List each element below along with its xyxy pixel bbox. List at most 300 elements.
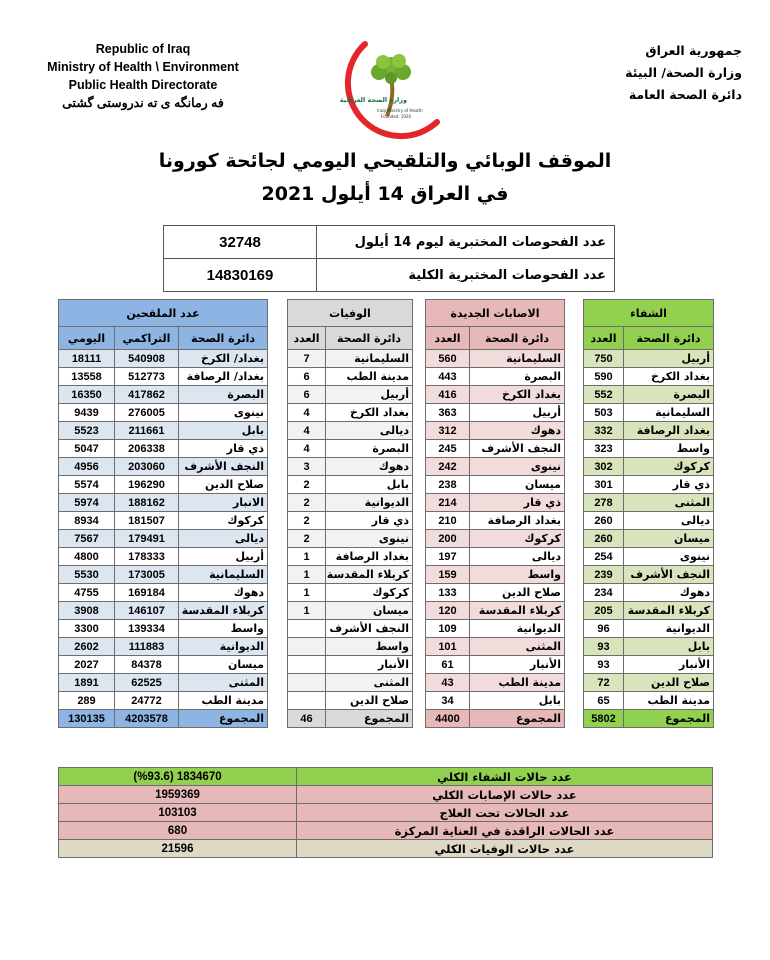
cases-table [425,299,565,728]
vaccinated-daily-cell: 4956 [59,458,115,476]
vaccinated-dept-cell: الانبار [179,494,268,512]
recovered-dept-cell: كركوك [624,458,714,476]
logo-sub1: Iraqi Ministry of Health [377,108,423,113]
cases-col-count: العدد [426,327,470,350]
deaths-col-dept: دائرة الصحة [326,327,413,350]
vaccinated-daily-cell: 13558 [59,368,115,386]
tests-total-value: 14830169 [164,259,317,292]
table-row [426,692,565,710]
deaths-table [287,299,413,728]
table-row [59,476,268,494]
recovered-dept-cell: نينوى [624,548,714,566]
cases-count-cell: 312 [426,422,470,440]
recovered-dept-cell: واسط [624,440,714,458]
cases-dept-cell: واسط [470,566,565,584]
cases-dept-cell: بغداد الرصافة [470,512,565,530]
table-row [426,404,565,422]
table-row [426,368,565,386]
vaccinated-dept-cell: ديالى [179,530,268,548]
vaccinated-dept-cell: كركوك [179,512,268,530]
vaccinated-daily-cell: 2027 [59,656,115,674]
table-row [288,422,413,440]
table-row [59,530,268,548]
vaccinated-col-dept: دائرة الصحة [179,327,268,350]
table-row [59,512,268,530]
cases-count-cell: 200 [426,530,470,548]
vaccinated-cumulative-cell: 181507 [115,512,179,530]
vaccinated-daily-cell: 289 [59,692,115,710]
deaths-dept-cell: الديوانية [326,494,413,512]
cases-dept-cell: أربيل [470,404,565,422]
cases-dept-cell: صلاح الدين [470,584,565,602]
recovered-count-cell: 234 [584,584,624,602]
logo-sub2: Founded: 1920 [381,114,412,119]
vaccinated-cumulative-cell: 24772 [115,692,179,710]
recovered-count-cell: 552 [584,386,624,404]
cases-count-cell: 560 [426,350,470,368]
table-row [288,602,413,620]
deaths-dept-cell: دهوك [326,458,413,476]
recovered-count-cell: 93 [584,656,624,674]
cases-count-cell: 242 [426,458,470,476]
table-row [288,404,413,422]
deaths-dept-cell: السليمانية [326,350,413,368]
recovered-dept-cell: بغداد الكرخ [624,368,714,386]
recovered-count-cell: 65 [584,692,624,710]
vaccinated-title: عدد الملقحين [59,300,268,327]
vaccinated-daily-cell: 3300 [59,620,115,638]
recovered-total-label: المجموع [624,710,714,728]
vaccinated-daily-cell: 3908 [59,602,115,620]
deaths-dept-cell: المثنى [326,674,413,692]
table-row [288,494,413,512]
recovered-col-dept: دائرة الصحة [624,327,714,350]
table-row [59,440,268,458]
vaccinated-daily-cell: 8934 [59,512,115,530]
recovered-dept-cell: الأنبار [624,656,714,674]
cases-count-cell: 245 [426,440,470,458]
table-row [426,566,565,584]
vaccinated-cumulative-cell: 540908 [115,350,179,368]
recovered-count-cell: 750 [584,350,624,368]
table-row [584,602,714,620]
table-row [288,440,413,458]
summary-row [59,804,713,822]
deaths-count-cell [288,674,326,692]
summary-value: 1959369 [59,786,297,804]
vaccinated-dept-cell: النجف الأشرف [179,458,268,476]
deaths-dept-cell: ذي قار [326,512,413,530]
vaccinated-cumulative-cell: 196290 [115,476,179,494]
table-row [288,386,413,404]
vaccinated-daily-cell: 5574 [59,476,115,494]
table-row [426,674,565,692]
recovered-dept-cell: البصرة [624,386,714,404]
vaccinated-cumulative-cell: 111883 [115,638,179,656]
table-row [584,674,714,692]
vaccinated-cumulative-cell: 146107 [115,602,179,620]
table-row [288,350,413,368]
table-row [288,548,413,566]
recovered-count-cell: 301 [584,476,624,494]
vaccinated-cumulative-cell: 178333 [115,548,179,566]
table-row [426,440,565,458]
vaccinated-table [58,299,268,728]
deaths-count-cell: 4 [288,404,326,422]
header-ar-line1: جمهورية العراق [645,43,742,58]
recovered-count-cell: 590 [584,368,624,386]
cases-count-cell: 61 [426,656,470,674]
table-row [288,512,413,530]
table-row [288,368,413,386]
cases-count-cell: 443 [426,368,470,386]
table-row [59,548,268,566]
table-row [59,620,268,638]
table-row [426,476,565,494]
recovered-count-cell: 503 [584,404,624,422]
recovered-total-value: 5802 [584,710,624,728]
cases-count-cell: 120 [426,602,470,620]
vaccinated-total-daily: 130135 [59,710,115,728]
cases-dept-cell: ديالى [470,548,565,566]
cases-count-cell: 109 [426,620,470,638]
table-row [288,530,413,548]
recovered-dept-cell: النجف الأشرف [624,566,714,584]
tests-total-row [164,259,615,292]
recovered-dept-cell: مدينة الطب [624,692,714,710]
vaccinated-dept-cell: نينوى [179,404,268,422]
cases-dept-cell: بغداد الكرخ [470,386,565,404]
recovered-count-cell: 239 [584,566,624,584]
cases-total-value: 4400 [426,710,470,728]
summary-value: 103103 [59,804,297,822]
deaths-count-cell: 4 [288,440,326,458]
header-en-line4: فه رمانگه ى ته ندروستى گشتى [62,96,224,110]
vaccinated-total-label: المجموع [179,710,268,728]
vaccinated-dept-cell: بغداد/ الكرخ [179,350,268,368]
cases-count-cell: 43 [426,674,470,692]
table-row [584,476,714,494]
cases-count-cell: 210 [426,512,470,530]
table-row [426,422,565,440]
cases-dept-cell: ميسان [470,476,565,494]
deaths-count-cell [288,656,326,674]
cases-dept-cell: السليمانية [470,350,565,368]
recovered-table [583,299,714,728]
vaccinated-dept-cell: أربيل [179,548,268,566]
table-row [426,656,565,674]
table-row [584,548,714,566]
vaccinated-cumulative-cell: 512773 [115,368,179,386]
deaths-dept-cell: النجف الأشرف [326,620,413,638]
table-row [584,566,714,584]
table-row [288,656,413,674]
table-row [426,584,565,602]
vaccinated-daily-cell: 16350 [59,386,115,404]
table-row [288,476,413,494]
cases-count-cell: 133 [426,584,470,602]
cases-dept-cell: الديوانية [470,620,565,638]
deaths-dept-cell: البصرة [326,440,413,458]
table-row [426,386,565,404]
table-row [584,692,714,710]
vaccinated-daily-cell: 5530 [59,566,115,584]
deaths-count-cell [288,638,326,656]
vaccinated-dept-cell: صلاح الدين [179,476,268,494]
recovered-dept-cell: أربيل [624,350,714,368]
vaccinated-dept-cell: مدينة الطب [179,692,268,710]
cases-dept-cell: نينوى [470,458,565,476]
table-row [584,458,714,476]
vaccinated-cumulative-cell: 203060 [115,458,179,476]
table-row [584,368,714,386]
cases-dept-cell: ذي قار [470,494,565,512]
vaccinated-dept-cell: البصرة [179,386,268,404]
deaths-dept-cell: ديالى [326,422,413,440]
tests-daily-value: 32748 [164,226,317,259]
header-arabic [522,40,742,106]
table-row [59,422,268,440]
deaths-dept-cell: كركوك [326,584,413,602]
summary-table [58,767,713,858]
cases-title: الاصابات الجديدة [426,300,565,327]
recovered-count-cell: 278 [584,494,624,512]
header-en-line2: Ministry of Health \ Environment [47,60,239,74]
cases-count-cell: 34 [426,692,470,710]
page-subtitle: في العراق 14 أيلول 2021 [261,183,509,205]
vaccinated-col-daily: اليومي [59,327,115,350]
summary-value: 1834670 (%93.6) [59,768,297,786]
table-row [59,404,268,422]
summary-label: عدد حالات الشفاء الكلي [297,768,713,786]
table-row [584,440,714,458]
cases-dept-cell: النجف الأشرف [470,440,565,458]
vaccinated-dept-cell: واسط [179,620,268,638]
deaths-count-cell: 1 [288,602,326,620]
table-row [426,530,565,548]
summary-row [59,822,713,840]
header-en-line3: Public Health Directorate [68,78,218,92]
deaths-count-cell: 1 [288,584,326,602]
table-row [59,566,268,584]
table-row [426,602,565,620]
tests-table [163,225,615,292]
vaccinated-dept-cell: الديوانية [179,638,268,656]
recovered-dept-cell: السليمانية [624,404,714,422]
vaccinated-cumulative-cell: 62525 [115,674,179,692]
table-row [584,638,714,656]
recovered-dept-cell: الديوانية [624,620,714,638]
summary-row [59,786,713,804]
table-row [59,368,268,386]
recovered-count-cell: 332 [584,422,624,440]
vaccinated-cumulative-cell: 179491 [115,530,179,548]
cases-dept-cell: دهوك [470,422,565,440]
vaccinated-cumulative-cell: 139334 [115,620,179,638]
recovered-dept-cell: بغداد الرصافة [624,422,714,440]
recovered-count-cell: 72 [584,674,624,692]
cases-dept-cell: مدينة الطب [470,674,565,692]
cases-count-cell: 214 [426,494,470,512]
recovered-dept-cell: ديالى [624,512,714,530]
deaths-dept-cell: أربيل [326,386,413,404]
summary-value: 21596 [59,840,297,858]
cases-total-label: المجموع [470,710,565,728]
table-row [288,458,413,476]
recovered-count-cell: 254 [584,548,624,566]
vaccinated-dept-cell: ميسان [179,656,268,674]
table-row [426,638,565,656]
vaccinated-dept-cell: دهوك [179,584,268,602]
deaths-dept-cell: بغداد الكرخ [326,404,413,422]
table-row [288,566,413,584]
deaths-dept-cell: نينوى [326,530,413,548]
deaths-dept-cell: صلاح الدين [326,692,413,710]
recovered-col-count: العدد [584,327,624,350]
deaths-count-cell [288,692,326,710]
vaccinated-cumulative-cell: 417862 [115,386,179,404]
vaccinated-dept-cell: السليمانية [179,566,268,584]
header-english [28,40,258,112]
deaths-count-cell: 7 [288,350,326,368]
table-row [59,350,268,368]
deaths-count-cell: 2 [288,494,326,512]
vaccinated-cumulative-cell: 206338 [115,440,179,458]
recovered-title: الشفاء [584,300,714,327]
deaths-total-label: المجموع [326,710,413,728]
recovered-dept-cell: ذي قار [624,476,714,494]
deaths-dept-cell: كربلاء المقدسة [326,566,413,584]
table-row [584,620,714,638]
summary-row [59,840,713,858]
recovered-dept-cell: بابل [624,638,714,656]
vaccinated-cumulative-cell: 211661 [115,422,179,440]
deaths-count-cell: 6 [288,368,326,386]
vaccinated-cumulative-cell: 173005 [115,566,179,584]
table-row [426,548,565,566]
table-row [426,512,565,530]
cases-count-cell: 197 [426,548,470,566]
tests-daily-row [164,226,615,259]
vaccinated-daily-cell: 5974 [59,494,115,512]
vaccinated-daily-cell: 5523 [59,422,115,440]
table-row [288,620,413,638]
table-row [584,494,714,512]
vaccinated-daily-cell: 5047 [59,440,115,458]
cases-dept-cell: الأنبار [470,656,565,674]
deaths-count-cell [288,620,326,638]
recovered-dept-cell: دهوك [624,584,714,602]
vaccinated-dept-cell: بغداد/ الرصافة [179,368,268,386]
deaths-dept-cell: ميسان [326,602,413,620]
table-row [584,512,714,530]
vaccinated-daily-cell: 9439 [59,404,115,422]
vaccinated-daily-cell: 4800 [59,548,115,566]
table-row [584,350,714,368]
table-row [59,638,268,656]
vaccinated-dept-cell: المثنى [179,674,268,692]
vaccinated-col-cumulative: التراكمي [115,327,179,350]
deaths-dept-cell: بغداد الرصافة [326,548,413,566]
header-ar-line2: وزارة الصحة/ البيئة [625,65,742,80]
table-row [59,674,268,692]
recovered-dept-cell: المثنى [624,494,714,512]
cases-count-cell: 159 [426,566,470,584]
table-row [584,530,714,548]
cases-dept-cell: بابل [470,692,565,710]
tests-daily-label: عدد الفحوصات المختبرية ليوم 14 أيلول [317,226,615,259]
page-title: الموقف الوبائي والتلقيحي اليومي لجائحة كورونا [158,150,612,172]
deaths-count-cell: 2 [288,512,326,530]
deaths-count-cell: 6 [288,386,326,404]
table-row [584,386,714,404]
summary-label: عدد الحالات تحت العلاج [297,804,713,822]
vaccinated-daily-cell: 18111 [59,350,115,368]
cases-col-dept: دائرة الصحة [470,327,565,350]
recovered-count-cell: 323 [584,440,624,458]
summary-value: 680 [59,822,297,840]
recovered-count-cell: 205 [584,602,624,620]
table-row [584,404,714,422]
deaths-dept-cell: بابل [326,476,413,494]
table-row [584,656,714,674]
table-row [59,386,268,404]
recovered-count-cell: 260 [584,512,624,530]
deaths-count-cell: 4 [288,422,326,440]
recovered-count-cell: 96 [584,620,624,638]
cases-count-cell: 238 [426,476,470,494]
cases-dept-cell: المثنى [470,638,565,656]
vaccinated-cumulative-cell: 84378 [115,656,179,674]
table-row [426,494,565,512]
deaths-title: الوفيات [288,300,413,327]
deaths-dept-cell: الأنبار [326,656,413,674]
tests-total-label: عدد الفحوصات المختبرية الكلية [317,259,615,292]
table-row [426,350,565,368]
recovered-dept-cell: ميسان [624,530,714,548]
vaccinated-dept-cell: ذي قار [179,440,268,458]
recovered-dept-cell: صلاح الدين [624,674,714,692]
cases-count-cell: 363 [426,404,470,422]
vaccinated-dept-cell: كربلاء المقدسة [179,602,268,620]
deaths-total-value: 46 [288,710,326,728]
table-row [288,674,413,692]
vaccinated-cumulative-cell: 188162 [115,494,179,512]
vaccinated-cumulative-cell: 169184 [115,584,179,602]
header-ar-line3: دائرة الصحة العامة [628,87,742,102]
summary-label: عدد الحالات الراقدة في العناية المركزة [297,822,713,840]
cases-dept-cell: كربلاء المقدسة [470,602,565,620]
deaths-count-cell: 2 [288,476,326,494]
deaths-dept-cell: مدينة الطب [326,368,413,386]
deaths-count-cell: 1 [288,548,326,566]
table-row [288,692,413,710]
deaths-count-cell: 3 [288,458,326,476]
vaccinated-total-cumulative: 4203578 [115,710,179,728]
table-row [59,584,268,602]
summary-label: عدد حالات الإصابات الكلي [297,786,713,804]
table-row [59,602,268,620]
cases-count-cell: 101 [426,638,470,656]
table-row [584,422,714,440]
recovered-count-cell: 260 [584,530,624,548]
header-en-line1: Republic of Iraq [95,42,191,56]
recovered-dept-cell: كربلاء المقدسة [624,602,714,620]
cases-dept-cell: كركوك [470,530,565,548]
table-row [59,458,268,476]
summary-row [59,768,713,786]
cases-dept-cell: البصرة [470,368,565,386]
